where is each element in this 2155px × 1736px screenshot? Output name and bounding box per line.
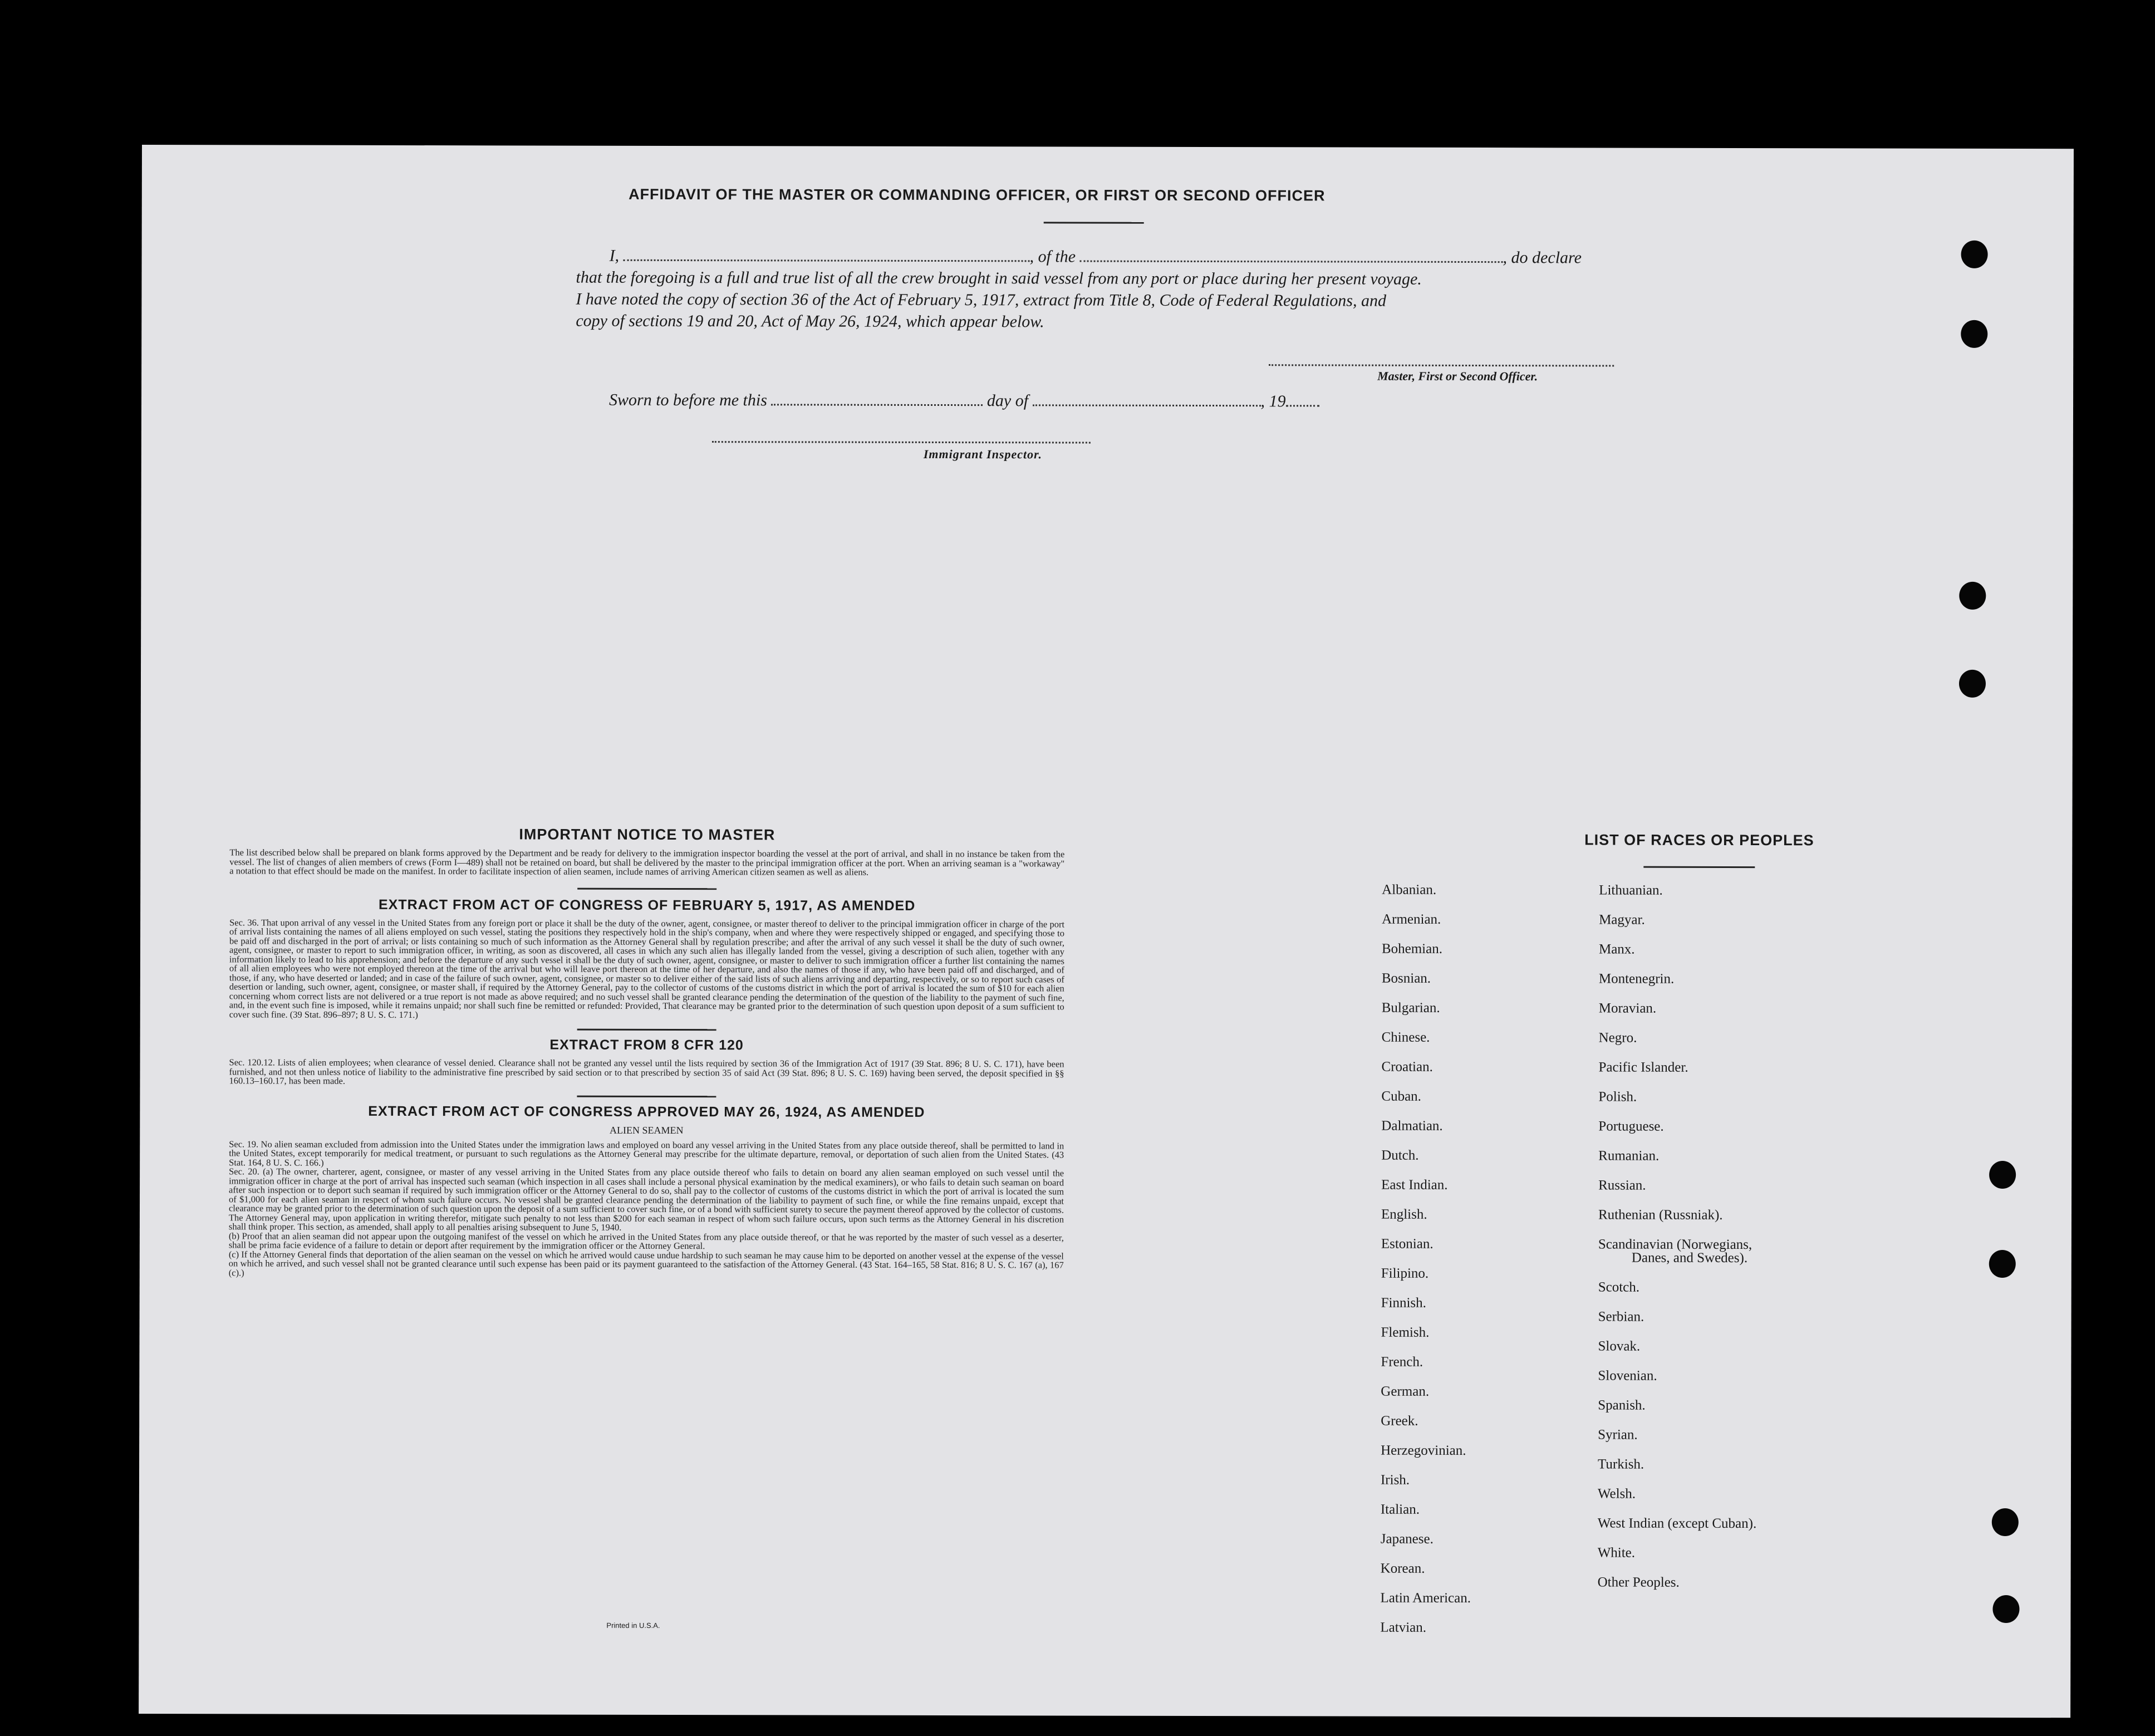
notice-title: IMPORTANT NOTICE TO MASTER: [519, 826, 775, 844]
race-item: Magyar.: [1599, 912, 1645, 928]
race-item: Danes, and Swedes).: [1631, 1250, 1748, 1266]
inspector-caption: Immigrant Inspector.: [923, 447, 1043, 462]
sec-20b-body: (b) Proof that an alien seaman did not appear upon the outgoing manifest of the vessel on which he arrived in the United States from any place outside thereof, or that he was reported by the master of such vessel as a deserter, shall be prima facie evidence of a failure to detain or deport after requirement by the immigration officer or the Attorney General.: [228, 1230, 1064, 1252]
form-page: [139, 145, 2074, 1718]
race-item: Slovak.: [1598, 1338, 1641, 1354]
race-item: Negro.: [1598, 1030, 1637, 1046]
divider: [577, 887, 716, 890]
extract-1917-body: Sec. 36. That upon arrival of any vessel in the United States from any foreign port or place it shall be the duty of the owner, agent, consignee, or master thereof to deliver to the principal immigration officer in charge of the port of arrival lists containing the names of all aliens employed on such vessel, stating the positions they respectively hold in the ship's company, when and where they were respectively shipped or engaged, and specifying those to be paid off and discharged in the port of arrival; or lists containing so much of such information as the Attorney General shall by regulation prescribe; and after the arrival of any such vessel it shall be the duty of such owner, agent, consignee, or master to report to such immigration officer, in writing, as soon as discovered, all cases in which any such alien has illegally landed from the vessel, giving a description of such alien, together with any information likely to lead to his apprehension; and before the departure of any such vessel it shall be the duty of such owner, agent, consignee, or master to deliver to such immigration officer a further list containing the names of all alien employees who were not employed thereon at the time of the arrival but who will leave port thereon at the time of her departure, and also the names of those if any, who have been paid off and discharged, and of those, if any, who have deserted or landed; and in case of the failure of such owner, agent, consignee, or master so to deliver either of the said lists of such aliens arriving and departing, respectively, or so to report such cases of desertion or landing, such owner, agent, consignee, or master shall, if required by the Attorney General, pay to the collector of customs of the customs district in which the port of arrival is located the sum of $10 for each alien concerning whom correct lists are not delivered or a true report is not made as above required; and no such vessel shall be granted clearance pending the determination of the question of the liability to the payment of such fine, and, in the event such fine is imposed, while it remains unpaid; nor shall such fine be remitted or refunded: Provided, That clearance may be granted prior to the determination of such question upon deposit of a sum sufficient to cover such fine. (39 Stat. 896–897; 8 U. S. C. 171.): [229, 916, 1065, 1020]
race-item: Scandinavian (Norwegians,: [1598, 1237, 1753, 1253]
sworn-line: [609, 391, 1319, 411]
race-item: French.: [1381, 1354, 1423, 1370]
extract-1924-title: EXTRACT FROM ACT OF CONGRESS APPROVED MAY 26, 1924, AS AMENDED: [368, 1103, 925, 1120]
extract-1917-title: EXTRACT FROM ACT OF CONGRESS OF FEBRUARY 5, 1917, AS AMENDED: [378, 896, 916, 914]
race-item: Irish.: [1380, 1472, 1410, 1488]
race-item: East Indian.: [1381, 1177, 1448, 1193]
punch-hole: [1961, 320, 1987, 348]
race-item: Herzegovinian.: [1381, 1443, 1466, 1458]
race-item: German.: [1381, 1384, 1430, 1399]
race-item: Lithuanian.: [1599, 882, 1663, 898]
divider: [577, 1095, 716, 1097]
race-item: Spanish.: [1598, 1397, 1646, 1413]
race-item: Filipino.: [1381, 1266, 1429, 1281]
punch-hole: [1959, 582, 1986, 610]
race-item: Rumanian.: [1598, 1148, 1660, 1164]
punch-hole: [1961, 241, 1988, 268]
extract-cfr-title: EXTRACT FROM 8 CFR 120: [549, 1037, 744, 1053]
race-item: Chinese.: [1381, 1029, 1430, 1045]
race-item: Latin American.: [1380, 1590, 1471, 1606]
master-signature-field[interactable]: [1269, 364, 1614, 366]
race-item: Pacific Islander.: [1598, 1060, 1688, 1075]
affidavit-text: [576, 245, 1661, 334]
race-item: Manx.: [1598, 941, 1635, 957]
race-item: Scotch.: [1598, 1279, 1640, 1295]
affidavit-line-2: that the foregoing is a full and true list of all the crew brought in said vessel from any port or place during her present voyage.: [576, 268, 1422, 288]
race-item: Slovenian.: [1598, 1368, 1657, 1384]
punch-hole: [1959, 670, 1986, 698]
sec-20a-body: Sec. 20. (a) The owner, charterer, agent, consignee, or master of any vessel arriving in the United States from any place outside thereof who fails to detain on board any alien seaman employed on such vessel until the immigration officer in charge at the port of arrival has inspected such seaman (which inspection in all cases shall include a personal physical examination by the medical examiners), or who fails to detain such seaman on board after such inspection or to deport such seaman if required by such immigration officer or the Attorney General to do so, shall pay to the collector of customs of the customs district in which the port of arrival is located the sum of $1,000 for each alien seaman in respect of whom such failure occurs. No vessel shall be granted clearance pending the determination of the liability to payment of such fine, or while the fine remains unpaid, except that clearance may be granted prior to the determination of such question upon the deposit of a sum sufficient to cover such fine, or of a bond with sufficient surety to secure the payment thereof approved by the collector of customs. The Attorney General may, upon application in writing therefor, mitigate such penalty to not less than $200 for each seaman in respect of whom such failure occurs, upon such terms as the Attorney General in his discretion shall think proper. This section, as amended, shall apply to all penalties arising subsequent to June 5, 1940.: [228, 1166, 1064, 1233]
race-item: Latvian.: [1380, 1620, 1427, 1635]
race-item: Flemish.: [1381, 1325, 1430, 1340]
race-item: Turkish.: [1598, 1457, 1645, 1472]
race-item: Estonian.: [1381, 1236, 1434, 1252]
notices-column: [229, 825, 1065, 1279]
race-item: Italian.: [1380, 1502, 1420, 1517]
race-item: West Indian (except Cuban).: [1597, 1516, 1757, 1532]
race-item: Dalmatian.: [1381, 1118, 1443, 1134]
race-item: Montenegrin.: [1598, 971, 1675, 987]
sworn-month-field[interactable]: [1033, 404, 1261, 406]
line-of-the: , of the: [1029, 247, 1076, 266]
race-item: Croatian.: [1381, 1059, 1433, 1075]
extract-1924-subtitle: ALIEN SEAMEN: [610, 1124, 684, 1136]
divider: [1044, 222, 1144, 223]
sworn-year-field[interactable]: [1286, 405, 1319, 406]
race-item: White.: [1597, 1545, 1636, 1561]
sworn-day-field[interactable]: [771, 404, 983, 406]
race-item: Syrian.: [1598, 1427, 1638, 1443]
race-item: Armenian.: [1382, 911, 1441, 927]
notice-body: The list described below shall be prepared on blank forms approved by the Department and be ready for delivery to the immigration inspector boarding the vessel at the port of arrival, and shall in no instance be taken from the vessel. The list of changes of alien members of crews (Form I—489) shall not be retained on board, but shall be delivered by the master to the principal immigration officer at the port. When an arriving seaman is a "workaway" a notation to that effect should be made on the manifest. In order to facilitate inspection of alien seamen, include names of arriving American citizen seamen as well as aliens.: [229, 847, 1065, 877]
master-name-field[interactable]: [624, 259, 1030, 262]
race-item: Korean.: [1380, 1561, 1425, 1576]
race-item: Bohemian.: [1381, 941, 1443, 957]
race-item: Russian.: [1598, 1178, 1646, 1193]
sworn-text: Sworn to before me this: [609, 390, 767, 410]
race-item: Portuguese.: [1598, 1119, 1664, 1134]
vessel-name-field[interactable]: [1080, 261, 1503, 263]
race-item: Bosnian.: [1381, 970, 1431, 986]
race-item: Japanese.: [1380, 1531, 1434, 1547]
race-item: English.: [1381, 1207, 1427, 1222]
affidavit-title: AFFIDAVIT OF THE MASTER OR COMMANDING OFFICER, OR FIRST OR SECOND OFFICER: [629, 185, 1326, 204]
day-of-text: day of: [986, 391, 1029, 410]
line-i: I,: [609, 246, 620, 265]
divider: [1643, 866, 1755, 868]
race-item: Cuban.: [1381, 1088, 1421, 1104]
master-caption: Master, First or Second Officer.: [1377, 369, 1538, 384]
affidavit-line-4: copy of sections 19 and 20, Act of May 26, 1924, which appear below.: [576, 311, 1044, 331]
line-declare: , do declare: [1503, 248, 1582, 267]
affidavit-line-3: I have noted the copy of section 36 of the Act of February 5, 1917, extract from Title 8, Code of Federal Regulations, and: [576, 290, 1387, 310]
race-item: Welsh.: [1597, 1486, 1636, 1502]
race-item: Moravian.: [1598, 1001, 1657, 1016]
race-item: Bulgarian.: [1381, 1000, 1440, 1016]
race-item: Albanian.: [1382, 882, 1437, 898]
sec-20c-body: (c) If the Attorney General finds that deportation of the alien seaman on the vessel on which he arrived would cause undue hardship to such seaman he may cause him to be deported on another vessel at the expense of the vessel on which he arrived, and such vessel shall not be granted clearance until such expense has been paid or its payment guaranteed to the satisfaction of the Attorney General. (43 Stat. 164–165, 58 Stat. 816; 8 U. S. C. 167 (a), 167 (c).): [228, 1248, 1064, 1278]
punch-hole: [1989, 1161, 2016, 1189]
race-item: Other Peoples.: [1597, 1575, 1680, 1590]
divider: [577, 1029, 716, 1031]
punch-hole: [1992, 1508, 2019, 1536]
races-title: LIST OF RACES OR PEOPLES: [1584, 831, 1814, 849]
race-item: Serbian.: [1598, 1309, 1645, 1325]
race-item: Polish.: [1598, 1089, 1637, 1105]
printed-in-usa: Printed in U.S.A.: [606, 1621, 660, 1630]
race-item: Dutch.: [1381, 1147, 1419, 1163]
sec-19-body: Sec. 19. No alien seaman excluded from admission into the United States under the immigration laws and employed on board any vessel arriving in the United States from any place outside thereof, shall be permitted to land in the United States, except temporarily for medical treatment, or pursuant to such regulations as the Attorney General may prescribe for the ultimate departure, removal, or deportation of such alien from the United States. (43 Stat. 164, 8 U. S. C. 166.): [229, 1138, 1064, 1168]
punch-hole: [1992, 1595, 2019, 1623]
inspector-signature-field[interactable]: [712, 441, 1091, 443]
extract-cfr-body: Sec. 120.12. Lists of alien employees; when clearance of vessel denied. Clearance shall not be granted any vessel until the lists required by section 36 of the Immigration Act of 1917 (39 Stat. 896; 8 U. S. C. 171), have been furnished, and not then unless notice of liability to the administrative fine prescribed by said section or to that prescribed by section 35 of said Act (39 Stat. 896; 8 U. S. C. 169) having been served, the deposit specified in §§ 160.13–160.17, has been made.: [229, 1057, 1064, 1086]
race-item: Ruthenian (Russniak).: [1598, 1207, 1723, 1223]
punch-hole: [1989, 1250, 2016, 1278]
year-prefix: , 19: [1260, 392, 1286, 411]
race-item: Greek.: [1381, 1413, 1418, 1429]
race-item: Finnish.: [1381, 1295, 1426, 1311]
